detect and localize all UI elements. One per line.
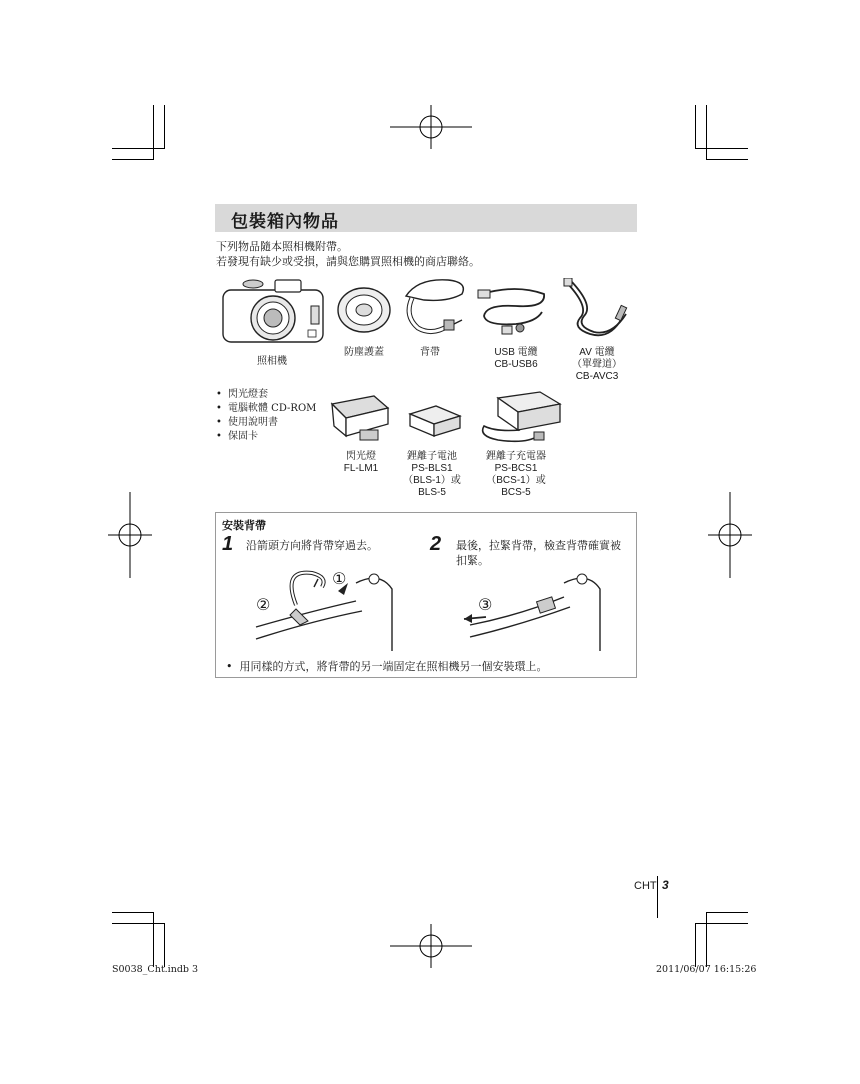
body-cap-illustration [336, 284, 392, 334]
caption-charger: 鋰離子充電器 [486, 451, 546, 462]
caption-flash: 閃光燈 [346, 451, 376, 462]
crop-mark-br-h2 [695, 923, 748, 924]
caption-av-cable: AV 電纜 [579, 347, 615, 358]
usb-cable-illustration [476, 280, 550, 340]
flash-illustration [326, 390, 394, 448]
battery-illustration [406, 402, 464, 440]
note-av-cable: （單聲道） [572, 359, 622, 370]
list-item: • 使用說明書 [216, 416, 316, 430]
page-language: CHT [634, 880, 657, 892]
crop-mark-br-h1 [706, 912, 748, 913]
alt2-charger: BCS-5 [501, 487, 531, 498]
camera-illustration [215, 276, 330, 348]
list-item: • 保固卡 [216, 430, 316, 444]
alt-battery: （BLS-1）或 [403, 475, 461, 486]
strap-note-text: 用同樣的方式，將背帶的另一端固定在照相機另一個安裝環上。 [239, 660, 548, 673]
step-1-number: 1 [222, 533, 234, 555]
step-1-diagram [252, 565, 402, 651]
list-item: • 閃光燈套 [216, 388, 316, 402]
crop-mark-bl-v2 [164, 924, 165, 967]
crop-mark-bl-v1 [153, 912, 154, 967]
bullet-icon: • [226, 660, 240, 673]
model-usb-cable: CB-USB6 [494, 359, 538, 370]
callout-1: ① [332, 571, 347, 588]
caption-strap: 背帶 [420, 347, 440, 358]
section-header [215, 204, 637, 232]
callout-3: ③ [478, 597, 493, 614]
strap-title: 安裝背帶 [222, 520, 266, 532]
av-cable-illustration [560, 278, 632, 344]
step-2-number: 2 [430, 533, 442, 555]
caption-body-cap: 防塵護蓋 [344, 347, 384, 358]
footer-file-name: S0038_Cht.indb 3 [112, 964, 199, 975]
crop-mark-tl-v2 [164, 105, 165, 148]
step-2-text-line-2: 扣緊。 [456, 554, 489, 567]
caption-battery: 鋰離子電池 [407, 451, 457, 462]
list-item: • 電腦軟體 CD-ROM [216, 402, 316, 416]
model-charger: PS-BCS1 [494, 463, 538, 474]
step-2-text-line-1: 最後，拉緊背帶，檢查背帶確實被 [456, 539, 621, 552]
crop-mark-tr-h1 [706, 159, 748, 160]
strap-instructions-box [215, 512, 637, 678]
crop-mark-tl-h1 [112, 159, 154, 160]
model-flash: FL-LM1 [343, 463, 379, 474]
crop-mark-br-v1 [695, 924, 696, 967]
registration-mark-top [390, 105, 472, 149]
included-items-list [216, 388, 316, 444]
crop-mark-tr-h2 [695, 148, 748, 149]
page-number-divider [657, 876, 658, 918]
crop-mark-bl-h2 [112, 923, 165, 924]
step-1-text: 沿箭頭方向將背帶穿過去。 [246, 539, 378, 552]
caption-usb-cable: USB 電纜 [494, 347, 538, 358]
crop-mark-tr-v1 [695, 105, 696, 148]
strap-illustration [398, 276, 470, 338]
crop-mark-bl-h1 [112, 912, 154, 913]
caption-camera: 照相機 [257, 356, 287, 367]
alt-charger: （BCS-1）或 [486, 475, 546, 486]
crop-mark-tl-h2 [112, 148, 165, 149]
intro-line-2: 若發現有缺少或受損，請與您購買照相機的商店聯絡。 [216, 255, 480, 268]
charger-illustration [476, 388, 566, 450]
registration-mark-right [708, 492, 752, 578]
footer-timestamp: 2011/06/07 16:15:26 [656, 964, 757, 975]
crop-mark-br-v2 [706, 912, 707, 967]
strap-note [226, 658, 547, 674]
crop-mark-tl-v1 [153, 105, 154, 160]
intro-line-1: 下列物品隨本照相機附帶。 [216, 240, 348, 253]
page-number: 3 [662, 878, 669, 892]
alt2-battery: BLS-5 [418, 487, 446, 498]
section-title: 包裝箱內物品 [231, 212, 339, 231]
crop-mark-tr-v2 [706, 105, 707, 160]
registration-mark-left [108, 492, 152, 578]
model-battery: PS-BLS1 [411, 463, 453, 474]
model-av-cable: CB-AVC3 [575, 371, 619, 382]
callout-2: ② [256, 597, 271, 614]
registration-mark-bottom [390, 924, 472, 968]
